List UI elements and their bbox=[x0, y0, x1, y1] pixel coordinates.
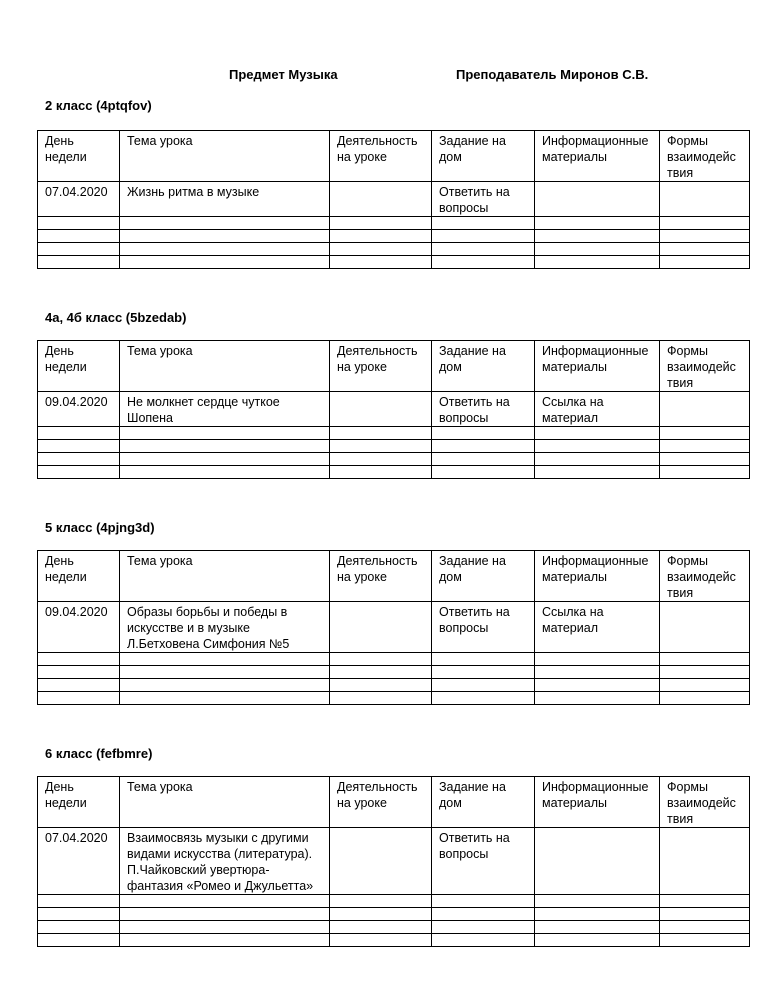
lesson-topic: Взаимосвязь музыки с другими видами искусства (литература). П.Чайковский увертюра-фантазия «Ромео и Джульетта» bbox=[120, 828, 330, 895]
lesson-activity bbox=[330, 602, 432, 653]
table-header-row bbox=[38, 131, 750, 182]
empty-row bbox=[38, 666, 750, 679]
column-header-homework: Задание на дом bbox=[432, 777, 535, 828]
lesson-date: 07.04.2020 bbox=[38, 182, 120, 217]
lesson-table bbox=[37, 340, 750, 479]
column-header-activity: Деятельность на уроке bbox=[330, 341, 432, 392]
empty-row bbox=[38, 453, 750, 466]
lesson-materials bbox=[535, 182, 660, 217]
empty-row bbox=[38, 653, 750, 666]
empty-row bbox=[38, 679, 750, 692]
empty-row bbox=[38, 243, 750, 256]
section-title: 2 класс (4ptqfov) bbox=[45, 98, 152, 113]
lesson-topic: Образы борьбы и победы в искусстве и в музыке Л.Бетховена Симфония №5 bbox=[120, 602, 330, 653]
lesson-topic: Не молкнет сердце чуткое Шопена bbox=[120, 392, 330, 427]
empty-row bbox=[38, 692, 750, 705]
column-header-day: День недели bbox=[38, 551, 120, 602]
column-header-forms: Формы взаимодейс твия bbox=[660, 777, 750, 828]
column-header-day: День недели bbox=[38, 131, 120, 182]
table-header-row bbox=[38, 551, 750, 602]
lesson-forms bbox=[660, 182, 750, 217]
lesson-materials: Ссылка на материал bbox=[535, 602, 660, 653]
column-header-homework: Задание на дом bbox=[432, 341, 535, 392]
empty-row bbox=[38, 934, 750, 947]
column-header-forms: Формы взаимодейс твия bbox=[660, 341, 750, 392]
column-header-activity: Деятельность на уроке bbox=[330, 131, 432, 182]
empty-row bbox=[38, 217, 750, 230]
lesson-materials: Ссылка на материал bbox=[535, 392, 660, 427]
lesson-homework: Ответить на вопросы bbox=[432, 182, 535, 217]
lesson-date: 09.04.2020 bbox=[38, 602, 120, 653]
column-header-topic: Тема урока bbox=[120, 131, 330, 182]
lesson-date: 09.04.2020 bbox=[38, 392, 120, 427]
lesson-forms bbox=[660, 828, 750, 895]
lesson-activity bbox=[330, 828, 432, 895]
column-header-topic: Тема урока bbox=[120, 777, 330, 828]
empty-row bbox=[38, 908, 750, 921]
lesson-forms bbox=[660, 602, 750, 653]
section-title: 4а, 4б класс (5bzedab) bbox=[45, 310, 187, 325]
column-header-day: День недели bbox=[38, 341, 120, 392]
lesson-forms bbox=[660, 392, 750, 427]
column-header-activity: Деятельность на уроке bbox=[330, 777, 432, 828]
lesson-table bbox=[37, 130, 750, 269]
empty-row bbox=[38, 256, 750, 269]
lesson-homework: Ответить на вопросы bbox=[432, 602, 535, 653]
table-row bbox=[38, 392, 750, 427]
column-header-materials: Информационные материалы bbox=[535, 341, 660, 392]
empty-row bbox=[38, 921, 750, 934]
lesson-table bbox=[37, 550, 750, 705]
column-header-materials: Информационные материалы bbox=[535, 551, 660, 602]
column-header-forms: Формы взаимодейс твия bbox=[660, 551, 750, 602]
empty-row bbox=[38, 895, 750, 908]
empty-row bbox=[38, 440, 750, 453]
lesson-date: 07.04.2020 bbox=[38, 828, 120, 895]
column-header-day: День недели bbox=[38, 777, 120, 828]
column-header-materials: Информационные материалы bbox=[535, 131, 660, 182]
column-header-topic: Тема урока bbox=[120, 551, 330, 602]
column-header-materials: Информационные материалы bbox=[535, 777, 660, 828]
table-row bbox=[38, 828, 750, 895]
teacher-label: Преподаватель Миронов С.В. bbox=[456, 67, 649, 82]
subject-label: Предмет Музыка bbox=[229, 67, 338, 82]
section-title: 5 класс (4pjng3d) bbox=[45, 520, 155, 535]
lesson-activity bbox=[330, 182, 432, 217]
empty-row bbox=[38, 466, 750, 479]
table-row bbox=[38, 182, 750, 217]
column-header-homework: Задание на дом bbox=[432, 551, 535, 602]
column-header-activity: Деятельность на уроке bbox=[330, 551, 432, 602]
lesson-homework: Ответить на вопросы bbox=[432, 828, 535, 895]
document-header bbox=[0, 67, 768, 85]
column-header-topic: Тема урока bbox=[120, 341, 330, 392]
table-row bbox=[38, 602, 750, 653]
lesson-table bbox=[37, 776, 750, 947]
section-title: 6 класс (fefbmre) bbox=[45, 746, 153, 761]
table-header-row bbox=[38, 777, 750, 828]
empty-row bbox=[38, 427, 750, 440]
lesson-activity bbox=[330, 392, 432, 427]
table-header-row bbox=[38, 341, 750, 392]
column-header-forms: Формы взаимодейс твия bbox=[660, 131, 750, 182]
empty-row bbox=[38, 230, 750, 243]
lesson-materials bbox=[535, 828, 660, 895]
lesson-homework: Ответить на вопросы bbox=[432, 392, 535, 427]
column-header-homework: Задание на дом bbox=[432, 131, 535, 182]
lesson-topic: Жизнь ритма в музыке bbox=[120, 182, 330, 217]
